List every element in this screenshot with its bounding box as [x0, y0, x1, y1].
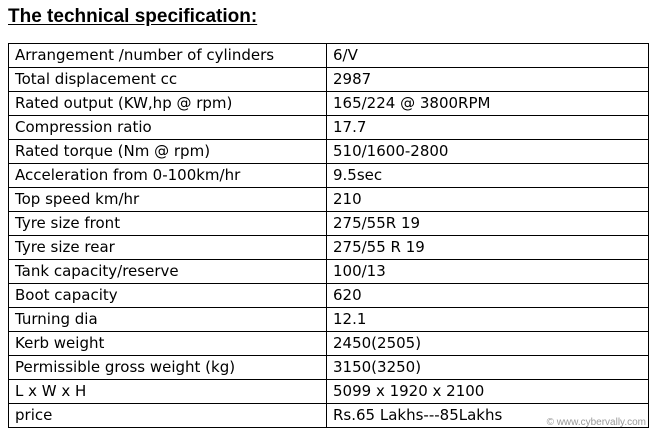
table-row	[9, 140, 649, 164]
table-row	[9, 116, 649, 140]
table-row	[9, 332, 649, 356]
table-row	[9, 164, 649, 188]
spec-label-cell: Boot capacity	[9, 284, 327, 308]
spec-value-cell: 17.7	[327, 116, 649, 140]
specification-table	[8, 43, 649, 428]
spec-value-cell: 5099 x 1920 x 2100	[327, 380, 649, 404]
spec-label-cell: Top speed km/hr	[9, 188, 327, 212]
spec-value-cell: 6/V	[327, 44, 649, 68]
spec-label-cell: Tyre size rear	[9, 236, 327, 260]
table-row	[9, 260, 649, 284]
table-row	[9, 212, 649, 236]
spec-label-cell: Acceleration from 0-100km/hr	[9, 164, 327, 188]
spec-value-cell: 165/224 @ 3800RPM	[327, 92, 649, 116]
table-row	[9, 284, 649, 308]
table-row	[9, 68, 649, 92]
table-row	[9, 380, 649, 404]
table-row	[9, 188, 649, 212]
table-row	[9, 236, 649, 260]
spec-label-cell: Rated output (KW,hp @ rpm)	[9, 92, 327, 116]
spec-value-cell: 620	[327, 284, 649, 308]
table-row	[9, 92, 649, 116]
spec-label-cell: Kerb weight	[9, 332, 327, 356]
spec-label-cell: Total displacement cc	[9, 68, 327, 92]
spec-label-cell: Turning dia	[9, 308, 327, 332]
table-row	[9, 308, 649, 332]
specification-table-body	[9, 44, 649, 428]
page-title: The technical specification:	[8, 6, 258, 27]
spec-value-cell: 275/55 R 19	[327, 236, 649, 260]
spec-value-cell: 2987	[327, 68, 649, 92]
spec-value-cell: 2450(2505)	[327, 332, 649, 356]
spec-label-cell: L x W x H	[9, 380, 327, 404]
spec-value-cell: Rs.65 Lakhs---85Lakhs	[327, 404, 649, 428]
spec-value-cell: 9.5sec	[327, 164, 649, 188]
spec-value-cell: 12.1	[327, 308, 649, 332]
table-row	[9, 44, 649, 68]
spec-value-cell: 275/55R 19	[327, 212, 649, 236]
spec-value-cell: 510/1600-2800	[327, 140, 649, 164]
spec-label-cell: Rated torque (Nm @ rpm)	[9, 140, 327, 164]
spec-value-cell: 210	[327, 188, 649, 212]
spec-label-cell: price	[9, 404, 327, 428]
spec-value-cell: 100/13	[327, 260, 649, 284]
watermark: © www.cybervally.com	[546, 417, 646, 428]
spec-label-cell: Tyre size front	[9, 212, 327, 236]
spec-label-cell: Compression ratio	[9, 116, 327, 140]
table-row	[9, 356, 649, 380]
spec-value-cell: 3150(3250)	[327, 356, 649, 380]
spec-label-cell: Permissible gross weight (kg)	[9, 356, 327, 380]
spec-label-cell: Tank capacity/reserve	[9, 260, 327, 284]
spec-label-cell: Arrangement /number of cylinders	[9, 44, 327, 68]
